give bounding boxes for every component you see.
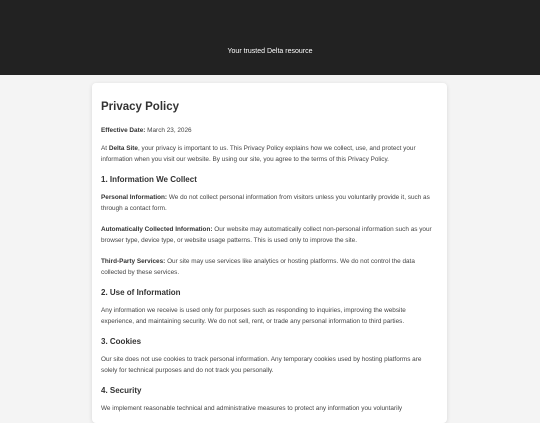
- site-header: [0, 0, 540, 75]
- section-heading-collect: 1. Information We Collect: [101, 174, 197, 184]
- page-title: Privacy Policy: [101, 101, 179, 113]
- intro-site-name: Delta Site: [108, 144, 138, 152]
- auto-info-paragraph: [101, 224, 438, 247]
- site-tagline: Your trusted Delta resource: [227, 48, 313, 55]
- intro-text: , your privacy is important to us. This Privacy Policy explains how we collect, use, and protect your information when you visit our website. By using our site, you agree to the terms of this Privacy Policy.: [101, 144, 416, 163]
- section-heading-use: 2. Use of Information: [101, 287, 181, 297]
- cookies-paragraph: Our site does not use cookies to track personal information. Any temporary cookies used by hosting platforms are solely for technical purposes and do not track you personally.: [101, 355, 422, 374]
- auto-info-text: Our website may automatically collect non-personal information such as your browser type, device type, or website usage patterns. This is used only to improve the site.: [101, 225, 432, 244]
- auto-info-label: Automatically Collected Information:: [101, 225, 213, 233]
- intro-prefix: At: [101, 144, 109, 152]
- personal-info-paragraph: [101, 192, 438, 215]
- third-party-paragraph: [101, 256, 438, 279]
- effective-date: [101, 125, 438, 137]
- third-party-text: Our site may use services like analytics or hosting platforms. We do not control the data collected by these services.: [101, 257, 415, 276]
- effective-date-value: March 23, 2026: [145, 127, 192, 134]
- section-heading-security: 4. Security: [101, 385, 142, 395]
- intro-paragraph: [101, 143, 438, 166]
- third-party-label: Third-Party Services:: [101, 257, 166, 265]
- personal-info-label: Personal Information:: [101, 193, 168, 201]
- use-paragraph: Any information we receive is used only for purposes such as responding to inquiries, improving the website experience, and maintaining security. We do not sell, rent, or trade any personal information to third parties.: [101, 306, 406, 325]
- policy-card: [92, 83, 447, 423]
- section-heading-cookies: 3. Cookies: [101, 336, 142, 346]
- personal-info-text: We do not collect personal information from visitors unless you voluntarily provide it, such as through a contact form.: [101, 193, 430, 212]
- effective-date-label: Effective Date:: [101, 127, 146, 134]
- security-paragraph: We implement reasonable technical and administrative measures to protect any information you voluntarily: [101, 404, 403, 412]
